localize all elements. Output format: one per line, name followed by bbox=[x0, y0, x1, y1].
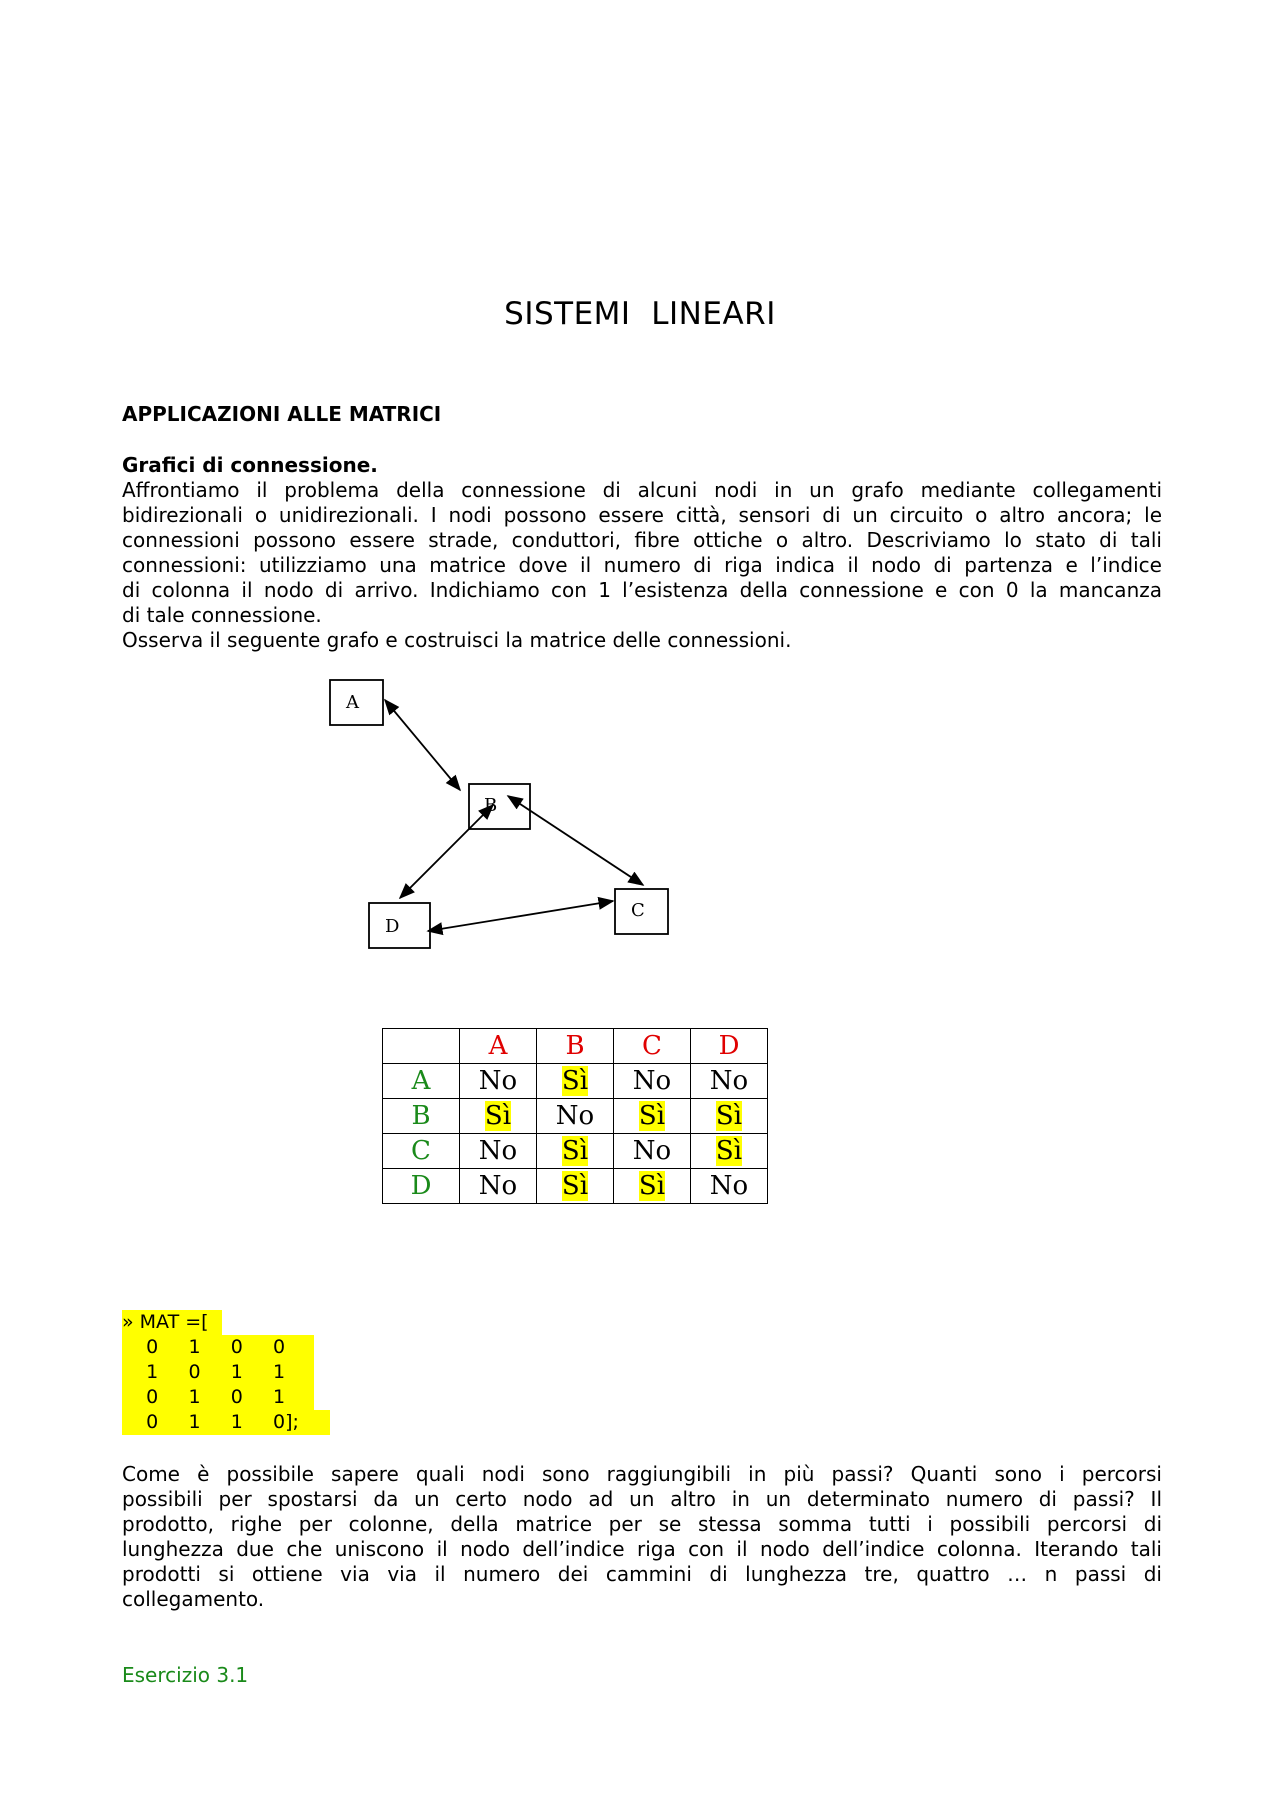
paragraph-line: lunghezza due che uniscono il nodo dell’indice riga con il nodo dell’indice colonna. Iterando tali bbox=[122, 1537, 1162, 1561]
exercise-label: Esercizio 3.1 bbox=[122, 1663, 249, 1687]
paragraph-line: connessioni: utilizziamo una matrice dove il numero di riga indica il nodo di partenza e l’indice bbox=[122, 553, 1162, 577]
table-cell: No bbox=[614, 1064, 691, 1099]
table-cell: Sì bbox=[537, 1064, 614, 1099]
paragraph-line: Affrontiamo il problema della connessione di alcuni nodi in un grafo mediante collegamenti bbox=[122, 478, 1162, 502]
table-cell: No bbox=[691, 1064, 768, 1099]
col-header: B bbox=[537, 1029, 614, 1064]
table-cell: Sì bbox=[614, 1099, 691, 1134]
table-cell: Sì bbox=[537, 1169, 614, 1204]
node-label: A bbox=[346, 692, 359, 713]
page-title: SISTEMI LINEARI bbox=[504, 296, 776, 332]
table-cell: No bbox=[691, 1169, 768, 1204]
table-cell: Sì bbox=[691, 1134, 768, 1169]
node-label: C bbox=[631, 900, 645, 921]
edge-c-d bbox=[428, 901, 613, 931]
instruction-text: Osserva il seguente grafo e costruisci la matrice delle connessioni. bbox=[122, 628, 792, 652]
paragraph-line: Come è possibile sapere quali nodi sono raggiungibili in più passi? Quanti sono i percorsi bbox=[122, 1462, 1162, 1486]
table-cell: No bbox=[460, 1169, 537, 1204]
code-line: 0 1 0 0 bbox=[122, 1335, 314, 1360]
table-cell: No bbox=[614, 1134, 691, 1169]
table-row bbox=[383, 1134, 768, 1169]
code-line: 1 0 1 1 bbox=[122, 1360, 314, 1385]
node-b bbox=[469, 784, 530, 829]
table-cell: Sì bbox=[537, 1134, 614, 1169]
paragraph-line: bidirezionali o unidirezionali. I nodi possono essere città, sensori di un circuito o altro ancora; le bbox=[122, 503, 1162, 527]
table-row bbox=[383, 1064, 768, 1099]
table-header-row bbox=[383, 1029, 768, 1064]
paragraph-line: prodotti si ottiene via via il numero dei cammini di lunghezza tre, quattro … n passi di bbox=[122, 1562, 1162, 1586]
node-d bbox=[369, 903, 430, 948]
edge-b-d bbox=[400, 805, 493, 898]
table-cell: No bbox=[460, 1064, 537, 1099]
edge-b-c bbox=[508, 796, 643, 885]
row-header: B bbox=[383, 1099, 460, 1134]
connection-table bbox=[382, 1028, 768, 1204]
table-cell: No bbox=[460, 1134, 537, 1169]
edge-a-b bbox=[385, 700, 460, 790]
row-header: C bbox=[383, 1134, 460, 1169]
row-header: D bbox=[383, 1169, 460, 1204]
paragraph-line: collegamento. bbox=[122, 1587, 265, 1611]
col-header: C bbox=[614, 1029, 691, 1064]
col-header: D bbox=[691, 1029, 768, 1064]
table-cell: Sì bbox=[691, 1099, 768, 1134]
code-line: 0 1 1 0]; bbox=[122, 1410, 330, 1435]
table-corner bbox=[383, 1029, 460, 1064]
explanation-paragraph bbox=[122, 1462, 1162, 1612]
paragraph-line: possibili per spostarsi da un certo nodo ad un altro in un determinato numero di passi? Il bbox=[122, 1487, 1162, 1511]
paragraph-line: connessioni possono essere strade, conduttori, fibre ottiche o altro. Descriviamo lo stato di tali bbox=[122, 528, 1162, 552]
subsection-heading: Grafici di connessione. bbox=[122, 453, 378, 477]
node-label: B bbox=[484, 795, 498, 816]
table-cell: Sì bbox=[460, 1099, 537, 1134]
code-line: 0 1 0 1 bbox=[122, 1385, 314, 1410]
code-line: » MAT =[ bbox=[122, 1310, 222, 1335]
col-header: A bbox=[460, 1029, 537, 1064]
table-row bbox=[383, 1169, 768, 1204]
paragraph-line: prodotto, righe per colonne, della matrice per se stessa somma tutti i possibili percorsi di bbox=[122, 1512, 1162, 1536]
node-a bbox=[330, 680, 383, 725]
matrix-code-block bbox=[122, 1310, 330, 1435]
node-c bbox=[615, 889, 668, 934]
table-row bbox=[383, 1099, 768, 1134]
node-label: D bbox=[385, 916, 400, 937]
table-cell: No bbox=[537, 1099, 614, 1134]
paragraph-line: di tale connessione. bbox=[122, 603, 322, 627]
section-heading: APPLICAZIONI ALLE MATRICI bbox=[122, 402, 442, 426]
row-header: A bbox=[383, 1064, 460, 1099]
table-cell: Sì bbox=[614, 1169, 691, 1204]
paragraph-line: di colonna il nodo di arrivo. Indichiamo con 1 l’esistenza della connessione e con 0 la mancanza bbox=[122, 578, 1162, 602]
